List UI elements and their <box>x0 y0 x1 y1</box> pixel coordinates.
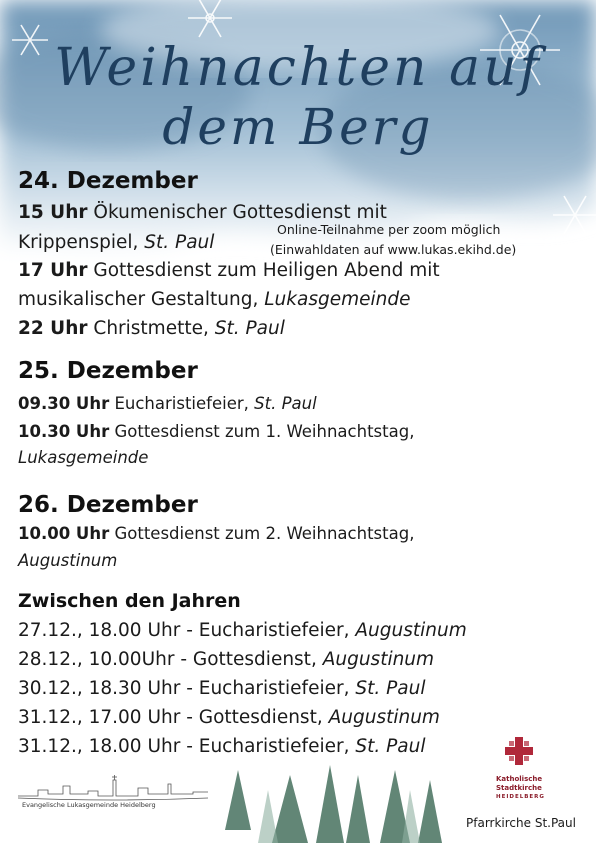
poster-title-line1: Weihnachten auf <box>54 38 542 98</box>
event-25-2: 10.30 Uhr Gottesdienst zum 1. Weihnachtstag, <box>18 422 415 441</box>
lukasgemeinde-caption: Evangelische Lukasgemeinde Heidelberg <box>22 801 156 809</box>
event-24-3: 22 Uhr Christmette, St. Paul <box>18 318 285 339</box>
between-row: 27.12., 18.00 Uhr - Eucharistiefeier, Augustinum <box>18 620 467 641</box>
event-24-2-cont: musikalischer Gestaltung, Lukasgemeinde <box>18 289 411 310</box>
zoom-dial-in-note: (Einwahldaten auf www.lukas.ekihd.de) <box>270 242 517 257</box>
event-25-2-place: Lukasgemeinde <box>18 448 149 467</box>
event-25-1: 09.30 Uhr Eucharistiefeier, St. Paul <box>18 394 317 413</box>
between-row: 30.12., 18.30 Uhr - Eucharistiefeier, St. Paul <box>18 678 426 699</box>
zoom-note: Online-Teilnahme per zoom möglich <box>277 222 501 237</box>
between-row: 31.12., 17.00 Uhr - Gottesdienst, Augustinum <box>18 707 440 728</box>
event-26-1: 10.00 Uhr Gottesdienst zum 2. Weihnachtstag, <box>18 524 415 543</box>
event-24-1: 15 Uhr Ökumenischer Gottesdienst mit <box>18 202 387 223</box>
pfarrkirche-caption: Pfarrkirche St.Paul <box>466 816 576 830</box>
event-26-1-place: Augustinum <box>18 551 118 570</box>
between-row: 31.12., 18.00 Uhr - Eucharistiefeier, St. Paul <box>18 736 426 757</box>
stadtkirche-logo-text: Katholische Stadtkirche HEIDELBERG <box>496 775 545 800</box>
event-24-2: 17 Uhr Gottesdienst zum Heiligen Abend mit <box>18 260 440 281</box>
between-row: 28.12., 10.00Uhr - Gottesdienst, Augustinum <box>18 649 435 670</box>
cross-icon <box>503 735 535 767</box>
poster-title-line2: dem Berg <box>162 98 434 156</box>
event-24-1-cont: Krippenspiel, St. Paul <box>18 232 215 253</box>
day-heading-26: 26. Dezember <box>18 492 198 518</box>
between-years-heading: Zwischen den Jahren <box>18 590 241 612</box>
day-heading-24: 24. Dezember <box>18 168 198 194</box>
day-heading-25: 25. Dezember <box>18 358 198 384</box>
